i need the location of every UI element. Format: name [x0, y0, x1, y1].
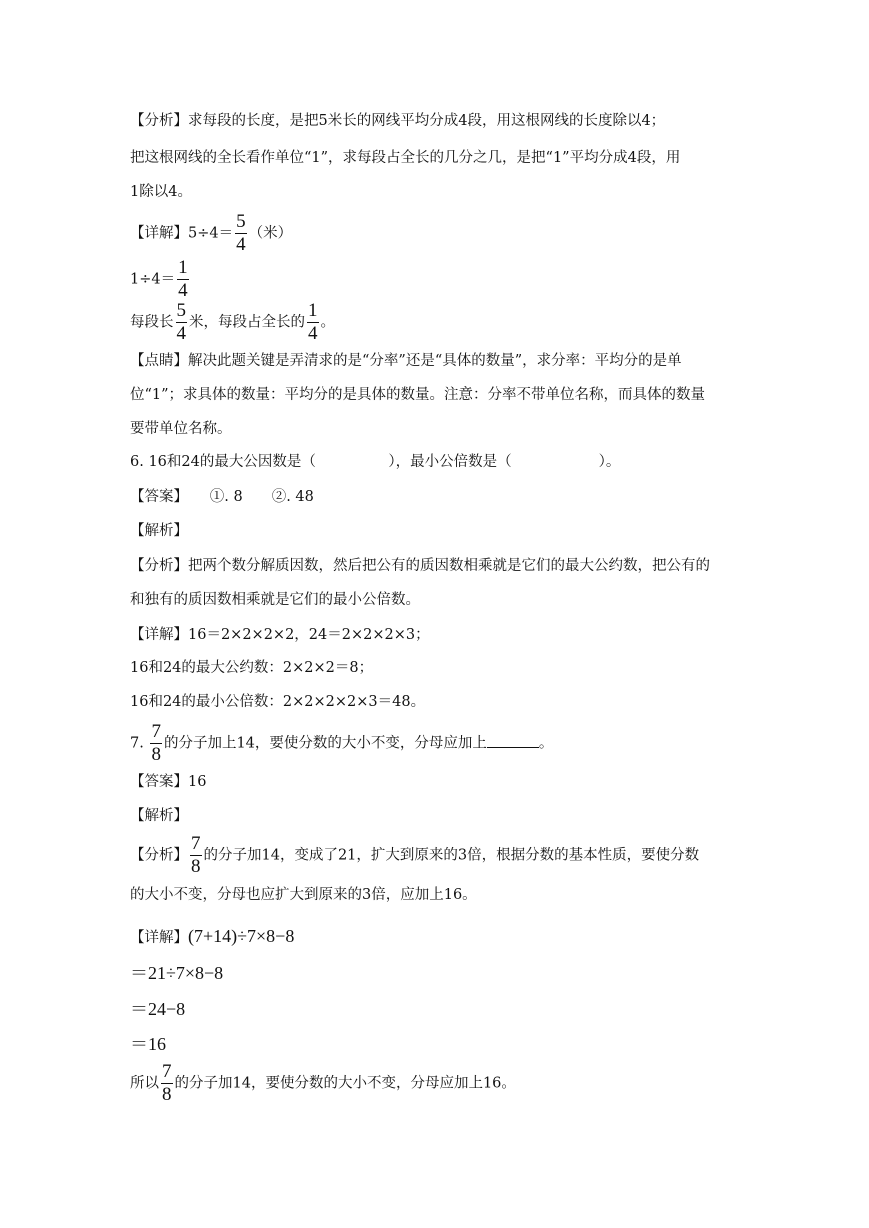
q7-jiexi: 【解析】	[130, 808, 188, 824]
q7-detail	[130, 926, 294, 948]
fraction: $\frac{5}{4}$	[176, 300, 186, 344]
fraction: $\frac{7}{8}$	[162, 1061, 172, 1105]
q5-detail	[130, 212, 292, 255]
q6-analysis: 【分析】把两个数分解质因数，然后把公有的质因数相乘就是它们的最大公约数，把公有的	[130, 558, 710, 574]
q5-comment-2: 位“1”；求具体的数量：平均分的是具体的数量。注意：分率不带单位名称，而具体的数量	[130, 387, 706, 403]
q7-detail-expr: (7+14)÷7×8−8	[188, 926, 295, 946]
fraction: $\frac{1}{4}$	[178, 257, 188, 301]
q6-detail-2: 16和24的最大公约数：2×2×2＝8；	[130, 660, 374, 676]
q7-conclusion-a: 所以	[130, 1075, 159, 1092]
q5-line3-b: 米，每段占全长的	[189, 314, 305, 331]
q6-answer	[130, 487, 314, 507]
q6-answer-label: 【答案】	[130, 489, 181, 505]
q7-number: 7.	[130, 735, 144, 752]
q5-line3-c: 。	[320, 314, 335, 331]
q5-comment: 【点睛】解决此题关键是弄清求的是“分率”还是“具体的数量”，求分率：平均分的是单	[130, 353, 682, 369]
q7-step2: ＝24−8	[130, 999, 186, 1019]
q7-step1: ＝21÷7×8−8	[130, 963, 224, 983]
q7-conclusion	[130, 1062, 516, 1105]
q5-analysis: 【分析】求每段的长度，是把5米长的网线平均分成4段，用这根网线的长度除以4；	[130, 113, 666, 129]
q7-detail-label: 【详解】	[130, 930, 188, 946]
fraction: $\frac{1}{4}$	[308, 300, 318, 344]
q7-analysis-label: 【分析】	[130, 847, 188, 864]
q7-analysis-text: 的分子加14，变成了21，扩大到原来的3倍，根据分数的基本性质，要使分数	[203, 847, 700, 864]
q6-question: 6. 16和24的最大公因数是（ ），最小公倍数是（ ）。	[130, 454, 621, 470]
q5-detail-prefix: 【详解】5÷4＝	[130, 225, 234, 242]
q5-line2	[130, 258, 191, 301]
q7-conclusion-b: 的分子加14，要使分数的大小不变，分母应加上16。	[174, 1075, 516, 1092]
answer-blank	[487, 733, 539, 748]
q7-answer: 【答案】16	[130, 774, 207, 790]
q6-analysis-2: 和独有的质因数相乘就是它们的最小公倍数。	[130, 592, 420, 608]
q5-detail-suffix: （米）	[248, 225, 293, 242]
q5-analysis-2: 把这根网线的全长看作单位“1”，求每段占全长的几分之几，是把“1”平均分成4段，用	[130, 150, 681, 166]
q5-line2-prefix: 1÷4＝	[130, 271, 176, 288]
q6-detail-3: 16和24的最小公倍数：2×2×2×2×3＝48。	[130, 694, 426, 710]
q7-question-text: 的分子加上14，要使分数的大小不变，分母应加上	[163, 735, 487, 752]
fraction: $\frac{5}{4}$	[236, 211, 246, 255]
q5-line3-a: 每段长	[130, 314, 174, 331]
q6-jiexi: 【解析】	[130, 523, 188, 539]
q7-question	[130, 722, 553, 765]
q6-detail: 【详解】16＝2×2×2×2，24＝2×2×2×3；	[130, 627, 430, 643]
q7-analysis-2: 的大小不变，分母也应扩大到原来的3倍，应加上16。	[130, 887, 477, 903]
q7-step3: ＝16	[130, 1034, 166, 1054]
fraction: $\frac{7}{8}$	[191, 833, 201, 877]
fraction: $\frac{7}{8}$	[151, 721, 161, 765]
q7-analysis	[130, 834, 699, 877]
q5-comment-3: 要带单位名称。	[130, 421, 232, 437]
q5-line3	[130, 301, 335, 344]
q6-answer-values: ①. 8 ②. 48	[180, 489, 314, 505]
q5-analysis-3: 1除以4。	[130, 184, 192, 200]
q7-question-end: 。	[538, 735, 554, 752]
